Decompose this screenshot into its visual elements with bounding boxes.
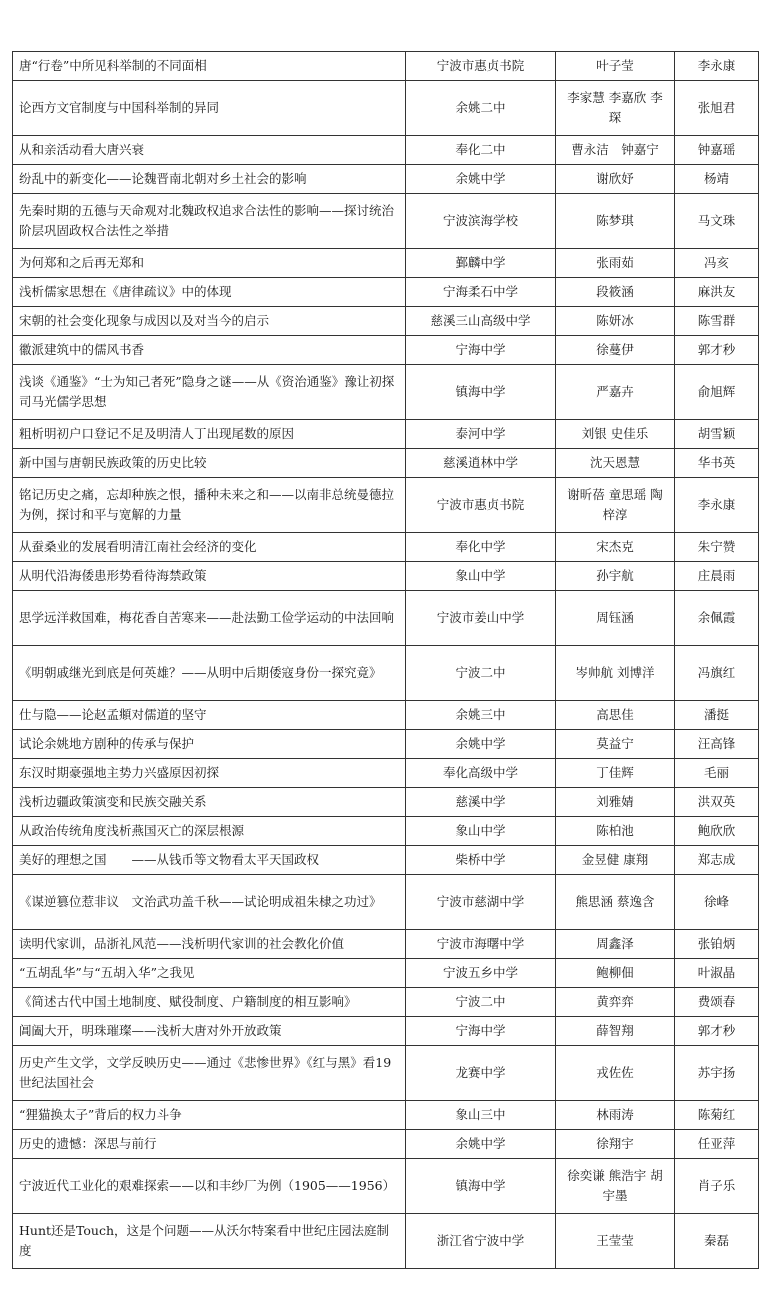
teacher-cell: 冯亥	[675, 249, 759, 278]
school-cell: 奉化高级中学	[406, 759, 556, 788]
table-row	[13, 249, 759, 278]
teacher-cell: 朱宁赞	[675, 533, 759, 562]
paper-title-cell: 《谋逆篡位惹非议 文治武功盖千秋——试论明成祖朱棣之功过》	[13, 875, 406, 930]
authors-cell: 李家慧 李嘉欣 李琛	[556, 81, 675, 136]
paper-title-cell: 从蚕桑业的发展看明清江南社会经济的变化	[13, 533, 406, 562]
authors-cell: 黄弈弈	[556, 988, 675, 1017]
teacher-cell: 郑志成	[675, 846, 759, 875]
authors-cell: 岑帅航 刘博洋	[556, 646, 675, 701]
teacher-cell: 任亚萍	[675, 1130, 759, 1159]
table-row	[13, 1214, 759, 1269]
school-cell: 余姚三中	[406, 701, 556, 730]
school-cell: 象山中学	[406, 562, 556, 591]
authors-cell: 陈柏池	[556, 817, 675, 846]
paper-title-cell: 试论余姚地方剧种的传承与保护	[13, 730, 406, 759]
authors-cell: 曹永洁 钟嘉宁	[556, 136, 675, 165]
research-table-body	[13, 52, 759, 1269]
teacher-cell: 李永康	[675, 478, 759, 533]
school-cell: 奉化中学	[406, 533, 556, 562]
teacher-cell: 鲍欣欣	[675, 817, 759, 846]
authors-cell: 徐蔓伊	[556, 336, 675, 365]
paper-title-cell: 《明朝戚继光到底是何英雄？——从明中后期倭寇身份一探究竟》	[13, 646, 406, 701]
authors-cell: 严嘉卉	[556, 365, 675, 420]
authors-cell: 宋杰克	[556, 533, 675, 562]
table-row	[13, 701, 759, 730]
table-row	[13, 449, 759, 478]
school-cell: 余姚中学	[406, 730, 556, 759]
school-cell: 宁海柔石中学	[406, 278, 556, 307]
research-table	[12, 51, 759, 1269]
authors-cell: 陈梦琪	[556, 194, 675, 249]
teacher-cell: 潘挺	[675, 701, 759, 730]
school-cell: 象山三中	[406, 1101, 556, 1130]
paper-title-cell: 唐“行卷”中所见科举制的不同面相	[13, 52, 406, 81]
teacher-cell: 陈菊红	[675, 1101, 759, 1130]
table-row	[13, 52, 759, 81]
teacher-cell: 费颂春	[675, 988, 759, 1017]
paper-title-cell: 铭记历史之痛，忘却种族之恨，播种未来之和——以南非总统曼德拉为例，探讨和平与宽解的力量	[13, 478, 406, 533]
authors-cell: 徐奕谦 熊浩宇 胡宇墨	[556, 1159, 675, 1214]
table-row	[13, 365, 759, 420]
authors-cell: 刘银 史佳乐	[556, 420, 675, 449]
teacher-cell: 秦磊	[675, 1214, 759, 1269]
table-row	[13, 1017, 759, 1046]
paper-title-cell: 从明代沿海倭患形势看待海禁政策	[13, 562, 406, 591]
paper-title-cell: 为何郑和之后再无郑和	[13, 249, 406, 278]
authors-cell: 金昱健 康翔	[556, 846, 675, 875]
authors-cell: 戎佐佐	[556, 1046, 675, 1101]
paper-title-cell: 宋朝的社会变化现象与成因以及对当今的启示	[13, 307, 406, 336]
teacher-cell: 张铂炳	[675, 930, 759, 959]
school-cell: 镇海中学	[406, 365, 556, 420]
teacher-cell: 马文珠	[675, 194, 759, 249]
paper-title-cell: 论西方文官制度与中国科举制的异同	[13, 81, 406, 136]
paper-title-cell: 《简述古代中国土地制度、赋役制度、户籍制度的相互影响》	[13, 988, 406, 1017]
paper-title-cell: 从和亲活动看大唐兴衰	[13, 136, 406, 165]
school-cell: 龙赛中学	[406, 1046, 556, 1101]
table-row	[13, 591, 759, 646]
authors-cell: 周钰涵	[556, 591, 675, 646]
authors-cell: 鲍柳佃	[556, 959, 675, 988]
school-cell: 宁波市惠贞书院	[406, 52, 556, 81]
school-cell: 浙江省宁波中学	[406, 1214, 556, 1269]
table-row	[13, 959, 759, 988]
table-row	[13, 1101, 759, 1130]
teacher-cell: 郭才秒	[675, 336, 759, 365]
table-row	[13, 420, 759, 449]
table-row	[13, 817, 759, 846]
teacher-cell: 华书英	[675, 449, 759, 478]
teacher-cell: 余佩霞	[675, 591, 759, 646]
school-cell: 象山中学	[406, 817, 556, 846]
table-row	[13, 165, 759, 194]
school-cell: 慈溪中学	[406, 788, 556, 817]
authors-cell: 薛智翔	[556, 1017, 675, 1046]
table-row	[13, 307, 759, 336]
teacher-cell: 张旭君	[675, 81, 759, 136]
teacher-cell: 庄晨雨	[675, 562, 759, 591]
teacher-cell: 李永康	[675, 52, 759, 81]
table-row	[13, 1130, 759, 1159]
paper-title-cell: 粗析明初户口登记不足及明清人丁出现尾数的原因	[13, 420, 406, 449]
school-cell: 宁波二中	[406, 646, 556, 701]
paper-title-cell: 纷乱中的新变化——论魏晋南北朝对乡土社会的影响	[13, 165, 406, 194]
authors-cell: 段筱涵	[556, 278, 675, 307]
table-row	[13, 930, 759, 959]
paper-title-cell: “五胡乱华”与“五胡入华”之我见	[13, 959, 406, 988]
paper-title-cell: 徽派建筑中的儒风书香	[13, 336, 406, 365]
table-row	[13, 988, 759, 1017]
table-row	[13, 788, 759, 817]
school-cell: 慈溪逍林中学	[406, 449, 556, 478]
table-row	[13, 278, 759, 307]
authors-cell: 王莹莹	[556, 1214, 675, 1269]
table-row	[13, 646, 759, 701]
school-cell: 宁海中学	[406, 1017, 556, 1046]
authors-cell: 陈妍冰	[556, 307, 675, 336]
authors-cell: 谢昕蓓 童思瑶 陶梓淳	[556, 478, 675, 533]
school-cell: 宁波市惠贞书院	[406, 478, 556, 533]
teacher-cell: 叶淑晶	[675, 959, 759, 988]
paper-title-cell: 历史的遗憾：深思与前行	[13, 1130, 406, 1159]
paper-title-cell: 东汉时期豪强地主势力兴盛原因初探	[13, 759, 406, 788]
table-row	[13, 136, 759, 165]
teacher-cell: 胡雪颖	[675, 420, 759, 449]
table-row	[13, 1046, 759, 1101]
teacher-cell: 洪双英	[675, 788, 759, 817]
paper-title-cell: “狸猫换太子”背后的权力斗争	[13, 1101, 406, 1130]
school-cell: 宁波市姜山中学	[406, 591, 556, 646]
school-cell: 泰河中学	[406, 420, 556, 449]
paper-title-cell: 历史产生文学，文学反映历史——通过《悲惨世界》《红与黑》看19世纪法国社会	[13, 1046, 406, 1101]
teacher-cell: 冯旗红	[675, 646, 759, 701]
authors-cell: 林雨涛	[556, 1101, 675, 1130]
authors-cell: 莫益宁	[556, 730, 675, 759]
authors-cell: 高思佳	[556, 701, 675, 730]
paper-title-cell: 新中国与唐朝民族政策的历史比较	[13, 449, 406, 478]
school-cell: 宁波市海曙中学	[406, 930, 556, 959]
paper-title-cell: 浅析边疆政策演变和民族交融关系	[13, 788, 406, 817]
table-row	[13, 562, 759, 591]
paper-title-cell: 思学远洋救国难，梅花香自苦寒来——赴法勤工俭学运动的中法回响	[13, 591, 406, 646]
paper-title-cell: 仕与隐——论赵孟頫对儒道的坚守	[13, 701, 406, 730]
paper-title-cell: 美好的理想之国 ——从钱币等文物看太平天国政权	[13, 846, 406, 875]
school-cell: 慈溪三山高级中学	[406, 307, 556, 336]
school-cell: 奉化二中	[406, 136, 556, 165]
teacher-cell: 徐峰	[675, 875, 759, 930]
school-cell: 宁波滨海学校	[406, 194, 556, 249]
table-row	[13, 81, 759, 136]
table-row	[13, 759, 759, 788]
teacher-cell: 钟嘉瑶	[675, 136, 759, 165]
table-row	[13, 1159, 759, 1214]
paper-title-cell: 浅谈《通鉴》“士为知己者死”隐身之谜——从《资治通鉴》豫让初探司马光儒学思想	[13, 365, 406, 420]
table-row	[13, 533, 759, 562]
authors-cell: 张雨茹	[556, 249, 675, 278]
school-cell: 余姚二中	[406, 81, 556, 136]
authors-cell: 丁佳辉	[556, 759, 675, 788]
paper-title-cell: 阊阖大开，明珠璀璨——浅析大唐对外开放政策	[13, 1017, 406, 1046]
teacher-cell: 毛丽	[675, 759, 759, 788]
table-row	[13, 846, 759, 875]
school-cell: 宁波市慈湖中学	[406, 875, 556, 930]
table-row	[13, 730, 759, 759]
teacher-cell: 汪高锋	[675, 730, 759, 759]
table-row	[13, 875, 759, 930]
authors-cell: 沈天恩慧	[556, 449, 675, 478]
authors-cell: 孙宇航	[556, 562, 675, 591]
school-cell: 鄞麟中学	[406, 249, 556, 278]
school-cell: 余姚中学	[406, 1130, 556, 1159]
teacher-cell: 郭才秒	[675, 1017, 759, 1046]
table-row	[13, 336, 759, 365]
paper-title-cell: 宁波近代工业化的艰难探索——以和丰纱厂为例（1905——1956）	[13, 1159, 406, 1214]
table-row	[13, 194, 759, 249]
authors-cell: 徐翔宇	[556, 1130, 675, 1159]
school-cell: 宁波五乡中学	[406, 959, 556, 988]
school-cell: 镇海中学	[406, 1159, 556, 1214]
school-cell: 柴桥中学	[406, 846, 556, 875]
paper-title-cell: 浅析儒家思想在《唐律疏议》中的体现	[13, 278, 406, 307]
authors-cell: 熊思涵 蔡逸含	[556, 875, 675, 930]
authors-cell: 叶子莹	[556, 52, 675, 81]
authors-cell: 谢欣妤	[556, 165, 675, 194]
teacher-cell: 肖子乐	[675, 1159, 759, 1214]
authors-cell: 周鑫泽	[556, 930, 675, 959]
teacher-cell: 俞旭辉	[675, 365, 759, 420]
teacher-cell: 陈雪群	[675, 307, 759, 336]
school-cell: 宁波二中	[406, 988, 556, 1017]
teacher-cell: 苏宇扬	[675, 1046, 759, 1101]
paper-title-cell: Hunt还是Touch，这是个问题——从沃尔特案看中世纪庄园法庭制度	[13, 1214, 406, 1269]
teacher-cell: 麻洪友	[675, 278, 759, 307]
teacher-cell: 杨靖	[675, 165, 759, 194]
paper-title-cell: 先秦时期的五德与天命观对北魏政权追求合法性的影响——探讨统治阶层巩固政权合法性之举措	[13, 194, 406, 249]
authors-cell: 刘雅婧	[556, 788, 675, 817]
table-row	[13, 478, 759, 533]
school-cell: 宁海中学	[406, 336, 556, 365]
paper-title-cell: 从政治传统角度浅析燕国灭亡的深层根源	[13, 817, 406, 846]
school-cell: 余姚中学	[406, 165, 556, 194]
paper-title-cell: 读明代家训，品浙礼风范——浅析明代家训的社会教化价值	[13, 930, 406, 959]
